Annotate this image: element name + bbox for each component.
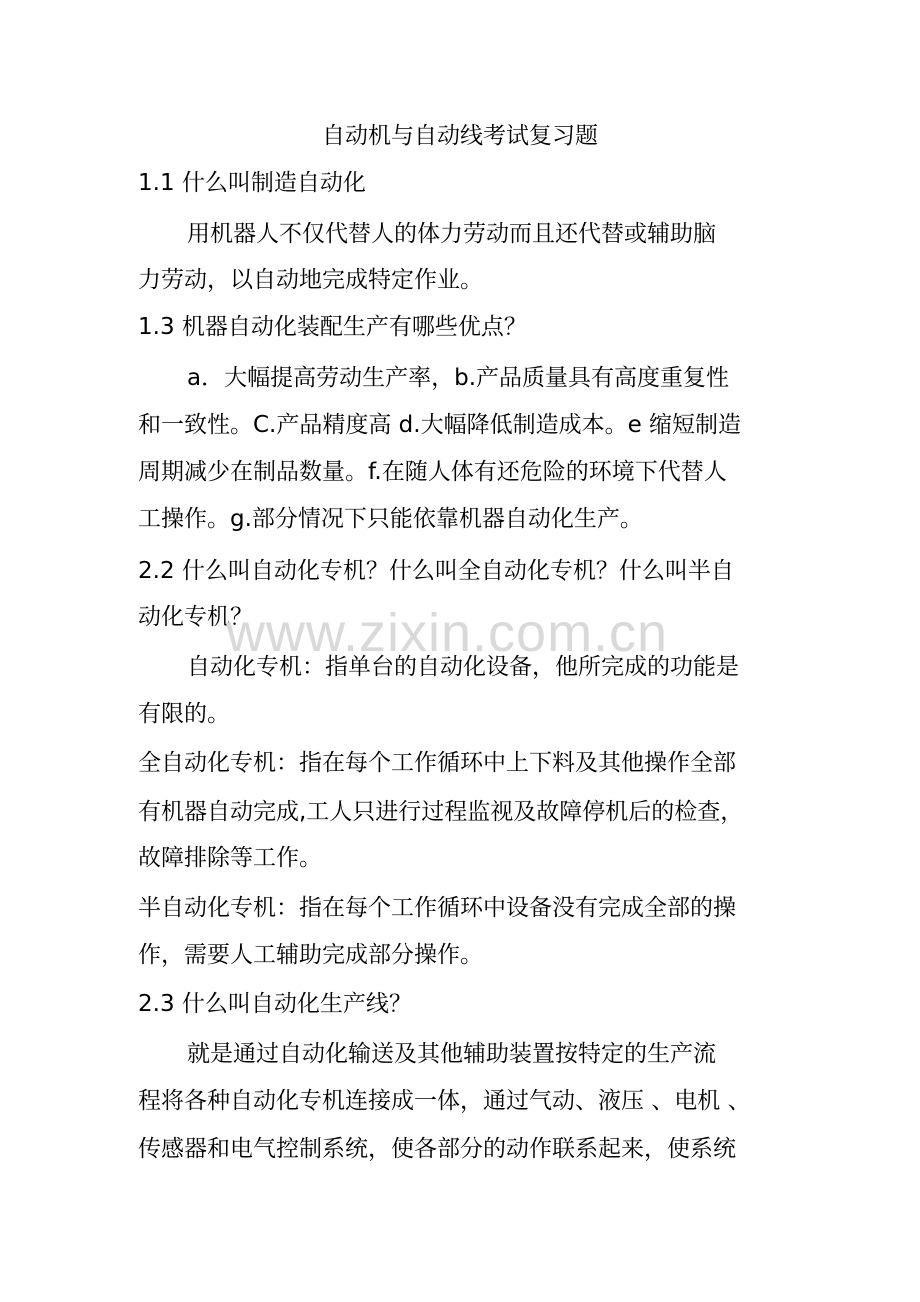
answer-text: 程将各种自动化专机连接成一体，通过气动、液压 、电机 、: [138, 1088, 751, 1114]
question-heading-1-3: 1.3 机器自动化装配生产有哪些优点？: [138, 314, 527, 340]
document-title: 自动机与自动线考试复习题: [322, 123, 598, 149]
watermark-text: www.zixin.com.cn: [226, 603, 669, 663]
answer-text: 工操作。g.部分情况下只能依靠机器自动化生产。: [138, 506, 643, 532]
answer-text: 半自动化专机：指在每个工作循环中设备没有完成全部的操: [138, 895, 736, 921]
answer-text: 传感器和电气控制系统，使各部分的动作联系起来，使系统: [138, 1136, 736, 1162]
answer-text: 有限的。: [138, 701, 230, 727]
answer-text: 全自动化专机：指在每个工作循环中上下料及其他操作全部: [138, 750, 736, 776]
answer-text: 作，需要人工辅助完成部分操作。: [138, 942, 483, 968]
answer-text: a．大幅提高劳动生产率，b.产品质量具有高度重复性: [187, 365, 730, 391]
answer-text: 周期减少在制品数量。f.在随人体有还危险的环境下代替人: [138, 459, 727, 485]
question-heading-2-2: 2.2 什么叫自动化专机？什么叫全自动化专机？什么叫半自: [138, 558, 734, 584]
answer-text: 力劳动，以自动地完成特定作业。: [138, 267, 483, 293]
answer-text: 就是通过自动化输送及其他辅助装置按特定的生产流: [187, 1041, 716, 1067]
answer-text: 用机器人不仅代替人的体力劳动而且还代替或辅助脑: [187, 221, 716, 247]
answer-text: 有机器自动完成,工人只进行过程监视及故障停机后的检查，: [138, 799, 744, 825]
answer-text: 和一致性。C.产品精度高 d.大幅降低制造成本。e 缩短制造: [138, 412, 742, 438]
question-heading-2-3: 2.3 什么叫自动化生产线？: [138, 991, 412, 1017]
question-heading-2-2-cont: 动化专机？: [138, 604, 253, 630]
answer-text: 故障排除等工作。: [138, 845, 322, 871]
answer-text: 自动化专机：指单台的自动化设备，他所完成的功能是: [187, 654, 739, 680]
question-heading-1-1: 1.1 什么叫制造自动化: [138, 170, 366, 196]
